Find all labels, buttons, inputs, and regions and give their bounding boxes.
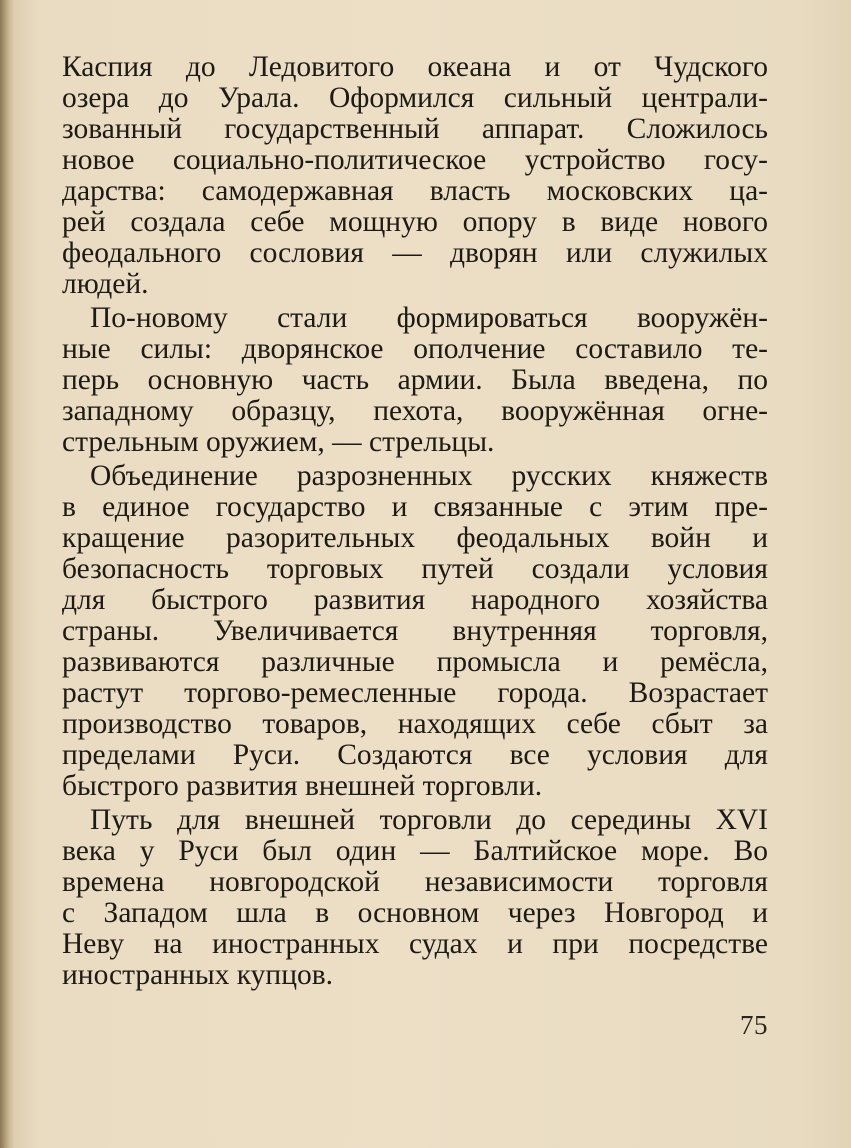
text-line: страны. Увеличивается внутренняя торговля, bbox=[62, 615, 768, 647]
paragraph-1 bbox=[62, 52, 768, 300]
text-line: По-новому стали формироваться вооружён- bbox=[90, 302, 768, 334]
text-line: Неву на иностранных судах и при посредстве bbox=[62, 928, 768, 960]
text-line: зованный государственный аппарат. Сложилось bbox=[62, 113, 768, 145]
text-line: с Западом шла в основном через Новгород и bbox=[62, 897, 768, 929]
text-line: производство товаров, находящих себе сбыт за bbox=[62, 708, 768, 740]
text-line: рей создала себе мощную опору в виде нового bbox=[62, 206, 768, 238]
text-line: западному образцу, пехота, вооружённая огне- bbox=[62, 395, 768, 427]
text-line: времена новгородской независимости торговля bbox=[62, 866, 768, 898]
page-text bbox=[62, 52, 768, 994]
spine-shadow bbox=[0, 0, 14, 1148]
text-line: Объединение разрозненных русских княжеств bbox=[90, 460, 768, 492]
text-line: безопасность торговых путей создали условия bbox=[62, 553, 768, 585]
text-line: ные силы: дворянское ополчение составило те- bbox=[62, 333, 768, 365]
text-line: дарства: самодержавная власть московских ца- bbox=[62, 175, 768, 207]
paragraph-4 bbox=[62, 805, 768, 991]
text-line: стрельным оружием, — стрельцы. bbox=[62, 426, 495, 458]
text-line: Путь для внешней торговли до середины XVI bbox=[90, 804, 768, 836]
page-number: 75 bbox=[740, 1010, 768, 1040]
text-line: перь основную часть армии. Была введена, по bbox=[62, 364, 768, 396]
text-line: Каспия до Ледовитого океана и от Чудского bbox=[62, 51, 768, 83]
text-line: века у Руси был один — Балтийское море. Во bbox=[62, 835, 768, 867]
text-line: растут торгово-ремесленные города. Возрастает bbox=[62, 677, 768, 709]
text-line: феодального сословия — дворян или служилых bbox=[62, 237, 768, 269]
text-line: для быстрого развития народного хозяйства bbox=[62, 584, 768, 616]
text-line: в единое государство и связанные с этим пре- bbox=[62, 491, 768, 523]
text-line: новое социально-политическое устройство госу- bbox=[62, 144, 768, 176]
paragraph-3 bbox=[62, 461, 768, 802]
text-line: пределами Руси. Создаются все условия для bbox=[62, 739, 768, 771]
paragraph-2 bbox=[62, 303, 768, 458]
text-line: развиваются различные промысла и ремёсла, bbox=[62, 646, 768, 678]
text-line: быстрого развития внешней торговли. bbox=[62, 770, 543, 802]
text-line: озера до Урала. Оформился сильный централи- bbox=[62, 82, 768, 114]
text-line: кращение разорительных феодальных войн и bbox=[62, 522, 768, 554]
text-line: иностранных купцов. bbox=[62, 959, 334, 991]
text-line: людей. bbox=[62, 268, 149, 300]
